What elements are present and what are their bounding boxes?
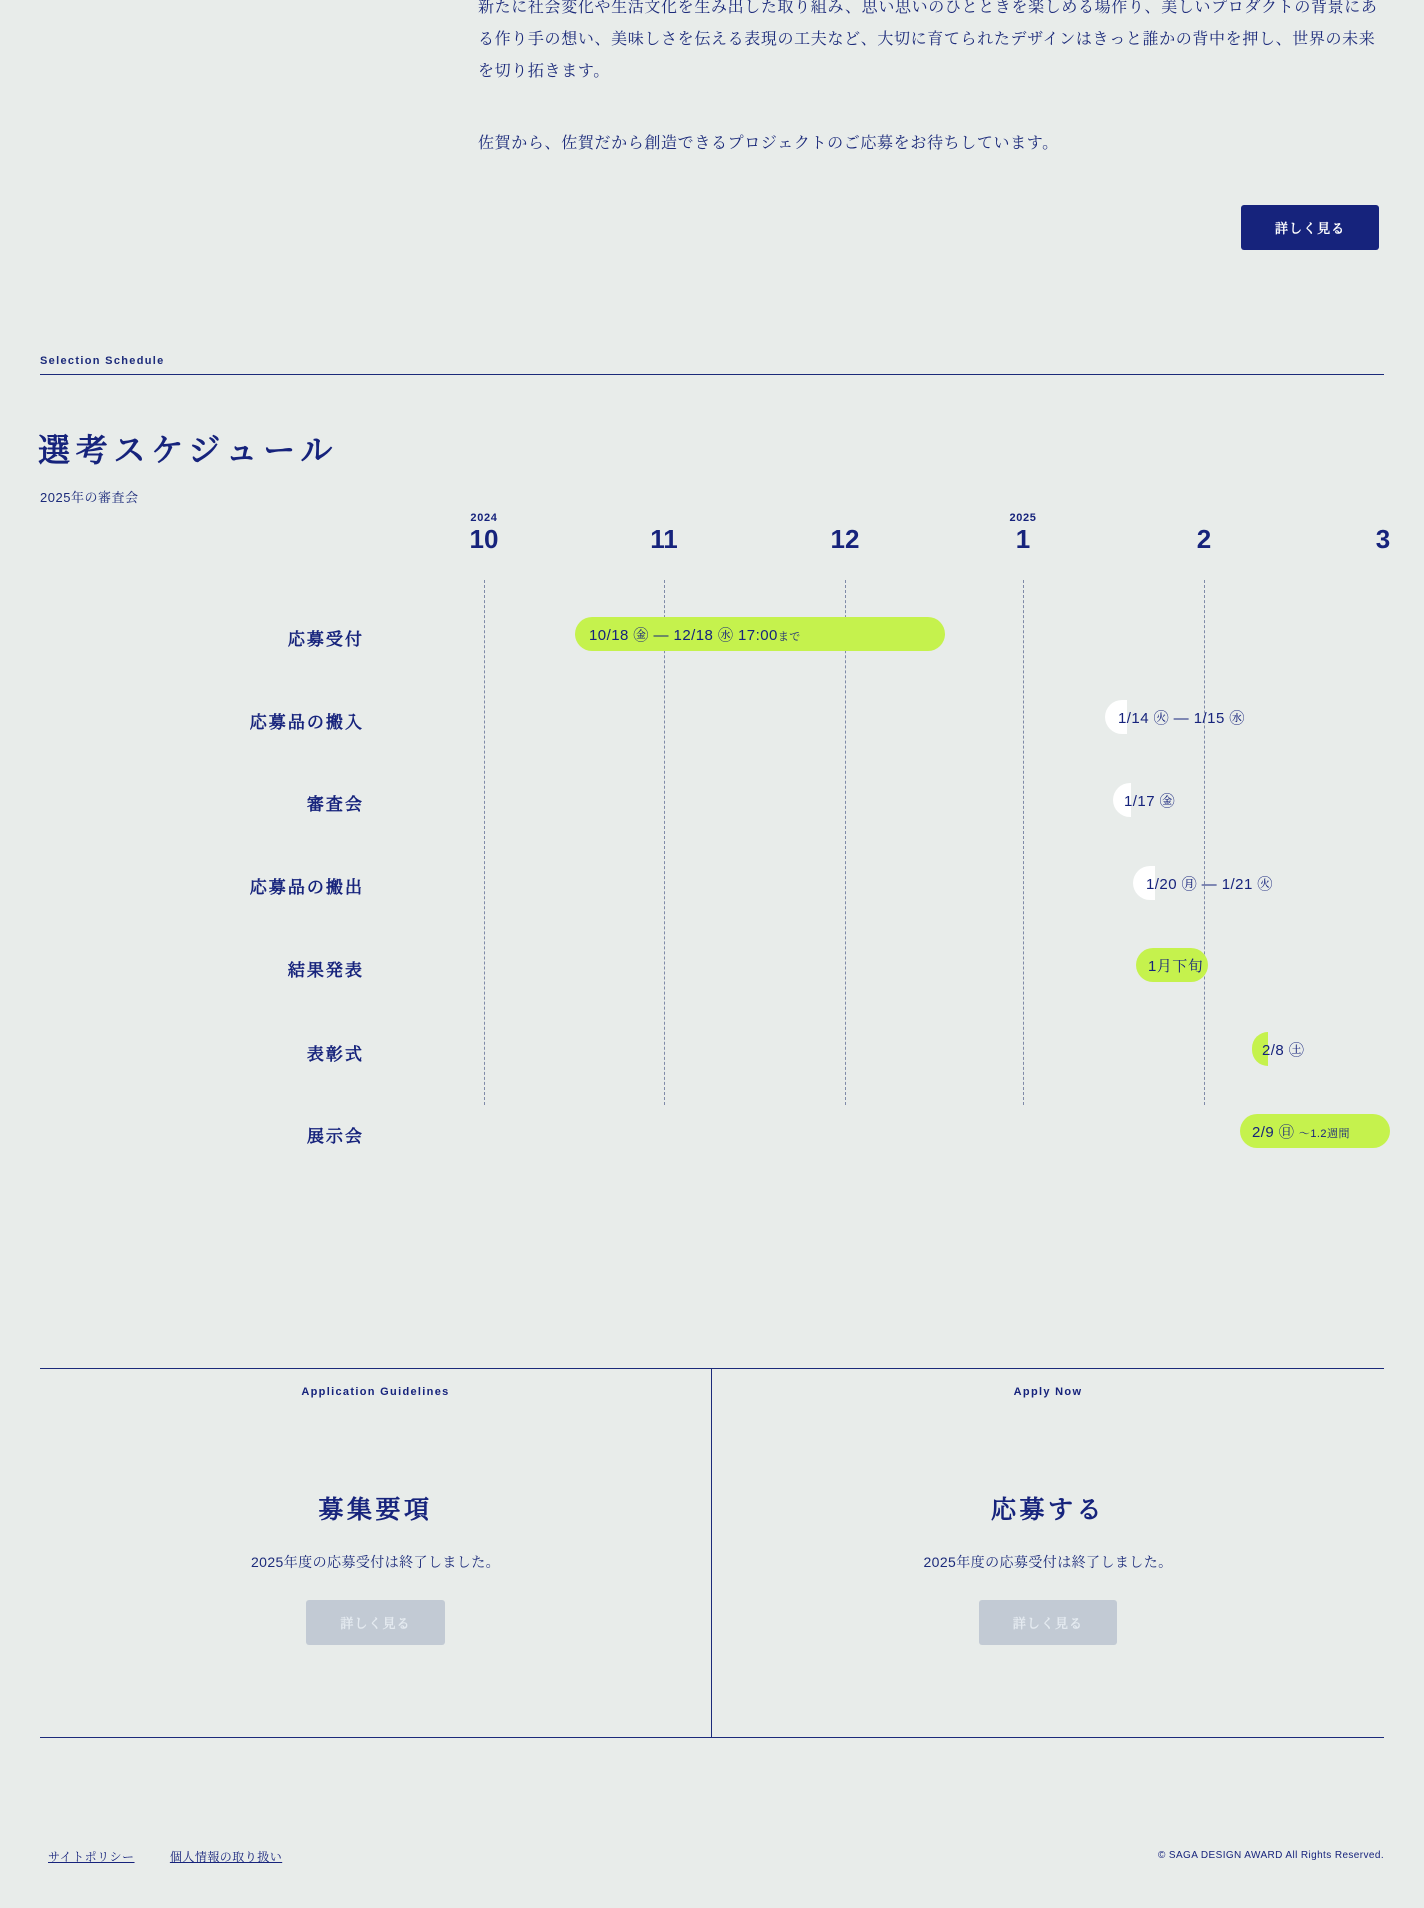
timeline-year-2025: 2025 — [1009, 512, 1037, 524]
timeline-month-11 — [650, 512, 678, 552]
timeline-month-3 — [1376, 512, 1390, 552]
panel-note: 2025年度の応募受付は終了しました。 — [250, 1554, 501, 1570]
intro-paragraph-1: 新たに社会変化や生活文化を生み出した取り組み、思い思いのひとときを楽しめる場作り、美しいプロダクトの背景にある作り手の想い、美味しさを伝える表現の工夫など、大切に育てられたデザインはきっと誰かの背中を押し、世界の未来を切り拓きます。 — [478, 0, 1378, 80]
timeline-row-label-exhibition: 展示会 — [306, 1127, 364, 1146]
schedule-divider — [40, 374, 1384, 375]
timeline-month-label: 11 — [650, 524, 678, 554]
timeline-month-1 — [1009, 512, 1036, 552]
intro-paragraph-2: 佐賀から、佐賀だから創造できるプロジェクトのご応募をお待ちしています。 — [478, 135, 1059, 152]
apply-detail-button[interactable]: 詳しく見る — [979, 1600, 1117, 1645]
panel-title: 募集要項 — [318, 1496, 433, 1524]
footer-links — [48, 1848, 314, 1865]
timeline-month-12 — [831, 512, 860, 552]
panel-title: 応募する — [990, 1496, 1105, 1524]
panel-note: 2025年度の応募受付は終了しました。 — [923, 1554, 1173, 1570]
timeline-text-ceremony: 2/8 ㊏ — [1262, 1042, 1305, 1059]
panel-eyebrow: Apply Now — [1013, 1386, 1083, 1398]
timeline-bar-suffix: まで — [777, 630, 801, 643]
schedule-subtitle: 2025年の審査会 — [40, 490, 139, 505]
footer-link-privacy[interactable]: 個人情報の取り扱い — [169, 1850, 283, 1864]
bottom-panels — [40, 1368, 1384, 1738]
timeline-month-label: 3 — [1375, 524, 1391, 554]
timeline-row-label-ceremony: 表彰式 — [306, 1045, 364, 1064]
timeline-month-10 — [470, 512, 499, 552]
panel-application-guidelines — [40, 1368, 712, 1738]
intro-text-block — [478, 0, 1378, 160]
timeline-bar-application — [575, 617, 945, 651]
timeline-row-label-delivery-in: 応募品の搬入 — [249, 713, 364, 732]
timeline-bar-suffix: ～1.2週間 — [1298, 1127, 1350, 1140]
timeline-gridline-10 — [484, 580, 485, 1105]
timeline-month-label: 2 — [1196, 524, 1212, 554]
timeline-gridline-11 — [664, 580, 665, 1105]
timeline-bar-results — [1136, 948, 1208, 982]
page-title: 選考スケジュール — [38, 432, 339, 468]
timeline-bar-text: 10/18 ㊎ ― 12/18 ㊌ 17:00まで — [589, 626, 801, 644]
timeline-bar-text: 2/9 ㊐ ～1.2週間 — [1252, 1123, 1350, 1141]
timeline-row-label-delivery-out: 応募品の搬出 — [249, 878, 364, 897]
timeline-month-label: 1 — [1015, 524, 1031, 554]
timeline-text-delivery-out: 1/20 ㊊ ― 1/21 ㊋ — [1146, 876, 1273, 893]
timeline-row-label-results: 結果発表 — [287, 961, 364, 980]
footer — [0, 1840, 1424, 1908]
panel-eyebrow: Application Guidelines — [301, 1386, 450, 1398]
schedule-timeline — [0, 500, 1424, 1230]
schedule-eyebrow: Selection Schedule — [40, 355, 165, 367]
timeline-month-2 — [1197, 512, 1211, 552]
timeline-year-2024: 2024 — [470, 512, 498, 524]
panel-apply-now — [712, 1368, 1384, 1738]
intro-cta-wrap — [1241, 205, 1379, 250]
timeline-gridline-2 — [1204, 580, 1205, 1105]
intro-detail-button[interactable]: 詳しく見る — [1241, 205, 1379, 250]
timeline-row-label-application: 応募受付 — [287, 630, 364, 649]
timeline-text-delivery-in: 1/14 ㊋ ― 1/15 ㊌ — [1118, 710, 1245, 727]
timeline-gridline-12 — [845, 580, 846, 1105]
guidelines-detail-button[interactable]: 詳しく見る — [306, 1600, 444, 1645]
timeline-month-label: 10 — [469, 524, 499, 554]
timeline-bar-exhibition — [1240, 1114, 1390, 1148]
timeline-gridline-1 — [1023, 580, 1024, 1105]
timeline-month-label: 12 — [830, 524, 860, 554]
footer-link-site-policy[interactable]: サイトポリシー — [48, 1850, 135, 1864]
timeline-bar-text: 1月下旬 — [1148, 957, 1204, 975]
timeline-text-judging: 1/17 ㊎ — [1124, 793, 1176, 810]
footer-copyright: © SAGA DESIGN AWARD All Rights Reserved. — [1157, 1850, 1384, 1861]
timeline-row-label-judging: 審査会 — [306, 795, 364, 814]
